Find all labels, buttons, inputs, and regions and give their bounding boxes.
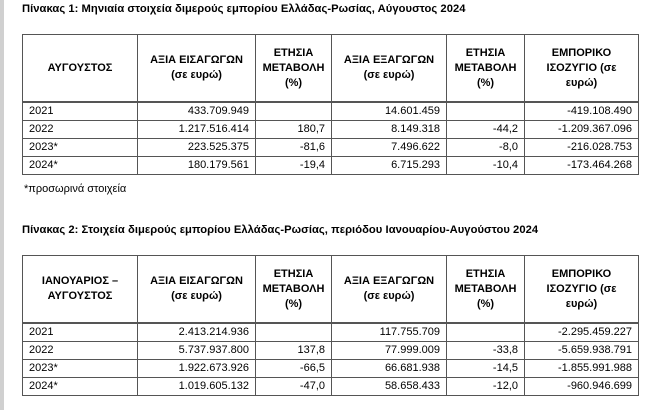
table-cell: 2023*	[23, 360, 138, 378]
table-cell: 77.999.009	[332, 342, 447, 360]
table-cell: 8.149.318	[332, 121, 447, 139]
table-cell: -2.295.459.227	[525, 323, 639, 342]
table-row	[23, 157, 639, 175]
table-cell: 1.019.605.132	[138, 378, 256, 396]
table-row	[23, 360, 639, 378]
provisional-data-note: *προσωρινά στοιχεία	[24, 183, 127, 195]
table2-header-cell: ΑΞΙΑ ΕΞΑΓΩΓΩΝ (σε ευρώ)	[332, 256, 447, 324]
table-row	[23, 323, 639, 342]
table-cell: 2.413.214.936	[138, 323, 256, 342]
table-cell: 14.601.459	[332, 102, 447, 121]
table2-header-cell: ΙΑΝΟΥΑΡΙΟΣ – ΑΥΓΟΥΣΤΟΣ	[23, 256, 138, 324]
table-cell: -66,5	[256, 360, 332, 378]
table1-header-row	[23, 35, 639, 103]
table-cell: 7.496.622	[332, 139, 447, 157]
table-cell: 1.922.673.926	[138, 360, 256, 378]
table-cell: -12,0	[447, 378, 525, 396]
table-cell: 5.737.937.800	[138, 342, 256, 360]
table1-header-cell: ΕΤΗΣΙΑ ΜΕΤΑΒΟΛΗ (%)	[447, 35, 525, 103]
table-cell: -33,8	[447, 342, 525, 360]
table-row	[23, 102, 639, 121]
table-cell: 6.715.293	[332, 157, 447, 175]
table-cell: -5.659.938.791	[525, 342, 639, 360]
table-cell: -960.946.699	[525, 378, 639, 396]
table-cell: 2024*	[23, 157, 138, 175]
table-row	[23, 139, 639, 157]
table2-header-cell: ΑΞΙΑ ΕΙΣΑΓΩΓΩΝ (σε ευρώ)	[138, 256, 256, 324]
table-row	[23, 121, 639, 139]
table1-header-cell: ΑΞΙΑ ΕΞΑΓΩΓΩΝ (σε ευρώ)	[332, 35, 447, 103]
table-cell: -173.464.268	[525, 157, 639, 175]
table-cell: -8,0	[447, 139, 525, 157]
table1-title: Πίνακας 1: Μηνιαία στοιχεία διμερούς εμπορίου Ελλάδας-Ρωσίας, Αύγουστος 2024	[22, 3, 466, 15]
table-cell: 2023*	[23, 139, 138, 157]
table1-header-cell: ΑΥΓΟΥΣΤΟΣ	[23, 35, 138, 103]
table2-title: Πίνακας 2: Στοιχεία διμερούς εμπορίου Ελλάδας-Ρωσίας, περιόδου Ιανουαρίου-Αυγούστου 2024	[22, 224, 539, 236]
table-cell: 2021	[23, 323, 138, 342]
table-cell: -14,5	[447, 360, 525, 378]
table-cell: -81,6	[256, 139, 332, 157]
table2-header-cell: ΕΤΗΣΙΑ ΜΕΤΑΒΟΛΗ (%)	[447, 256, 525, 324]
table-cell	[256, 323, 332, 342]
table-cell: -10,4	[447, 157, 525, 175]
table-cell: 433.709.949	[138, 102, 256, 121]
table-cell: -216.028.753	[525, 139, 639, 157]
table-cell: -1.855.991.988	[525, 360, 639, 378]
table-cell	[447, 102, 525, 121]
table1-header-cell: ΑΞΙΑ ΕΙΣΑΓΩΓΩΝ (σε ευρώ)	[138, 35, 256, 103]
table-cell: 180.179.561	[138, 157, 256, 175]
table-cell: -44,2	[447, 121, 525, 139]
page-edge-rule	[0, 0, 4, 410]
table-cell: 66.681.938	[332, 360, 447, 378]
table-row	[23, 378, 639, 396]
table-row	[23, 342, 639, 360]
table-cell: 2021	[23, 102, 138, 121]
table-cell: 137,8	[256, 342, 332, 360]
table-cell: -47,0	[256, 378, 332, 396]
table-cell: 2022	[23, 342, 138, 360]
table2-header-cell: ΕΤΗΣΙΑ ΜΕΤΑΒΟΛΗ (%)	[256, 256, 332, 324]
table1-header-cell: ΕΜΠΟΡΙΚΟ ΙΣΟΖΥΓΙΟ (σε ευρώ)	[525, 35, 639, 103]
table-cell: -419.108.490	[525, 102, 639, 121]
table-cell: 117.755.709	[332, 323, 447, 342]
table-cell: -19,4	[256, 157, 332, 175]
table2-header-cell: ΕΜΠΟΡΙΚΟ ΙΣΟΖΥΓΙΟ (σε ευρώ)	[525, 256, 639, 324]
table-cell: 58.658.433	[332, 378, 447, 396]
table1	[22, 34, 639, 175]
table2-header-row	[23, 256, 639, 324]
table-cell: 2022	[23, 121, 138, 139]
table-cell: 180,7	[256, 121, 332, 139]
table2	[22, 255, 639, 396]
table-cell: 2024*	[23, 378, 138, 396]
table1-header-cell: ΕΤΗΣΙΑ ΜΕΤΑΒΟΛΗ (%)	[256, 35, 332, 103]
table-cell: -1.209.367.096	[525, 121, 639, 139]
table-cell: 223.525.375	[138, 139, 256, 157]
table-cell: 1.217.516.414	[138, 121, 256, 139]
table-cell	[256, 102, 332, 121]
table-cell	[447, 323, 525, 342]
